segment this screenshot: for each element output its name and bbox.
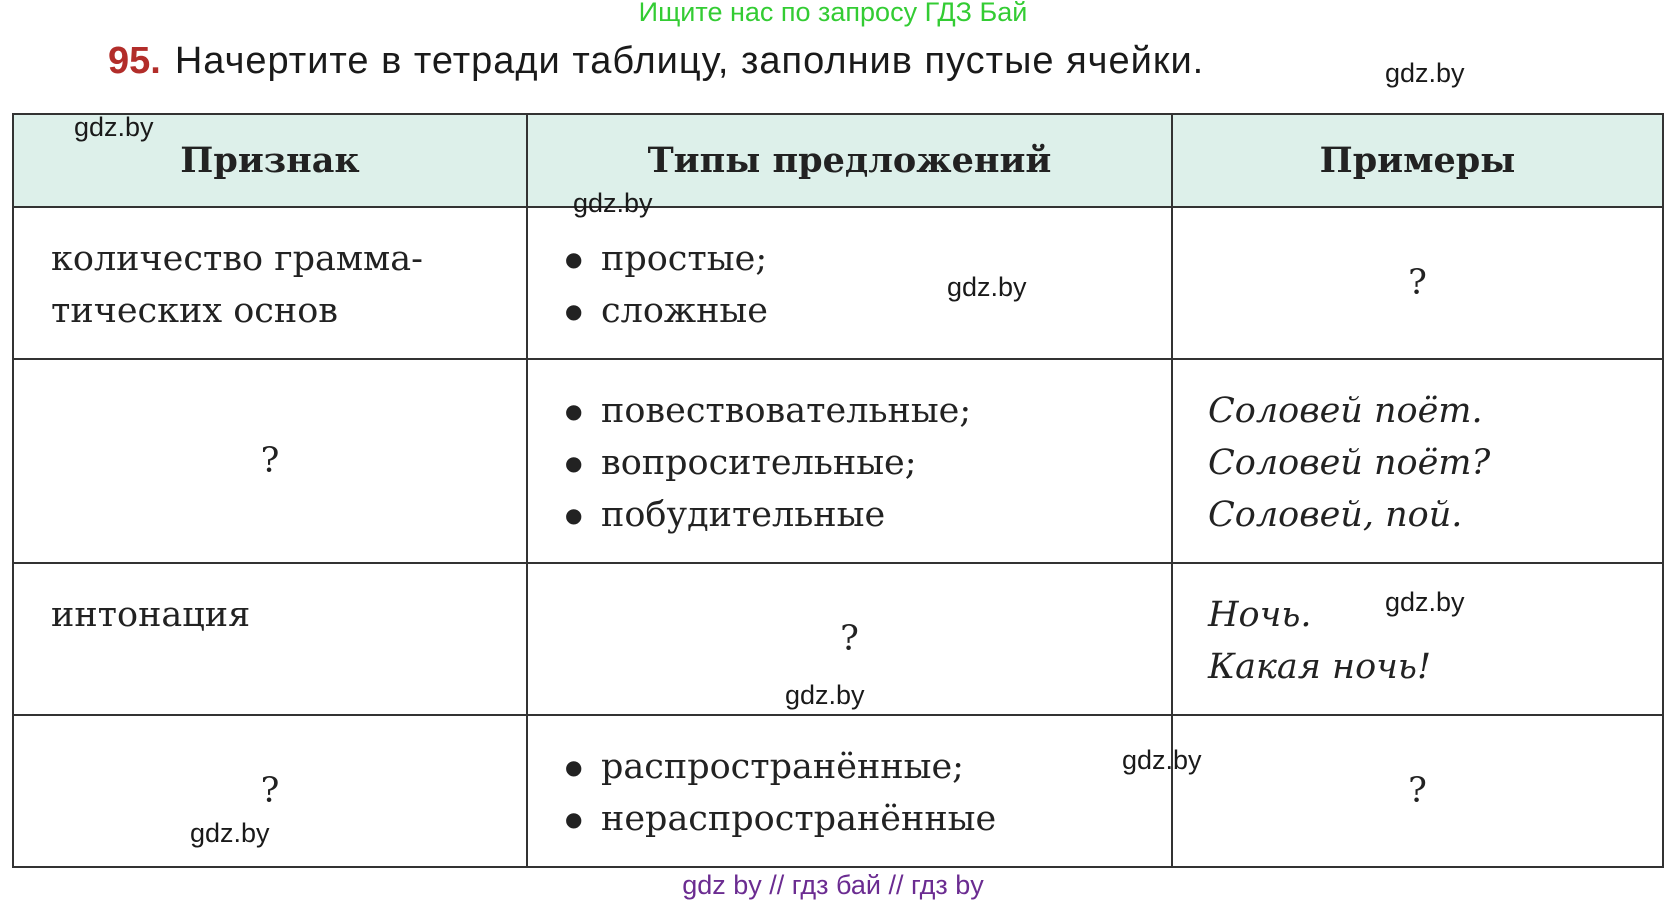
type-item: ● вопросительные; — [565, 437, 1171, 489]
question-mark: ? — [260, 770, 280, 811]
feature-cell — [13, 563, 527, 714]
task-number: 95. — [108, 40, 161, 82]
watermark: gdz.by — [1122, 745, 1202, 775]
watermark: gdz.by — [190, 818, 270, 848]
examples-cell — [1172, 207, 1663, 358]
top-banner: Ищите нас по запросу ГДЗ Бай — [638, 0, 1028, 27]
type-item: ● побудительные — [565, 489, 1171, 541]
table-row — [13, 359, 1663, 564]
type-item: ● сложные — [565, 285, 1171, 337]
example-line: Соловей, пой. — [1208, 494, 1463, 535]
type-item: ● распространённые; — [565, 741, 1171, 793]
feature-cell — [13, 207, 527, 358]
example-line: Ночь. — [1208, 595, 1312, 636]
table-header-row — [13, 114, 1663, 207]
feature-line: количество грамма- — [51, 239, 423, 280]
header-types: Типы предложений — [527, 114, 1172, 207]
watermark: gdz.by — [947, 272, 1027, 302]
watermark: gdz.by — [1385, 58, 1465, 88]
type-item: ● простые; — [565, 233, 1171, 285]
examples-cell — [1172, 563, 1663, 714]
type-item: ● повествовательные; — [565, 385, 1171, 437]
type-item: ● нераспространённые — [565, 793, 1171, 845]
table-row — [13, 207, 1663, 358]
example-line: Какая ночь! — [1208, 647, 1432, 688]
watermark: gdz.by — [785, 680, 865, 710]
header-feature: Признак — [13, 114, 527, 207]
feature-cell — [13, 715, 527, 867]
question-mark: ? — [260, 440, 280, 481]
examples-cell — [1172, 715, 1663, 867]
types-cell — [527, 359, 1172, 564]
feature-line: тических основ — [51, 291, 338, 332]
types-cell — [527, 715, 1172, 867]
watermark: gdz.by — [1385, 587, 1465, 617]
types-cell — [527, 207, 1172, 358]
sentence-types-table — [12, 113, 1664, 868]
footer: gdz by // гдз бай // гдз by — [682, 870, 984, 900]
question-mark: ? — [840, 618, 859, 659]
example-line: Соловей поёт? — [1208, 442, 1491, 483]
example-line: Соловей поёт. — [1208, 390, 1483, 431]
examples-cell — [1172, 359, 1663, 564]
task-text: Начертите в тетради таблицу, заполнив пустые ячейки. — [174, 40, 1205, 82]
watermark: gdz.by — [74, 112, 154, 142]
header-examples: Примеры — [1172, 114, 1663, 207]
question-mark: ? — [1408, 262, 1427, 303]
feature-cell — [13, 359, 527, 564]
feature-text: интонация — [51, 595, 251, 636]
question-mark: ? — [1408, 770, 1427, 811]
watermark: gdz.by — [573, 188, 653, 218]
task-heading — [108, 40, 1204, 83]
